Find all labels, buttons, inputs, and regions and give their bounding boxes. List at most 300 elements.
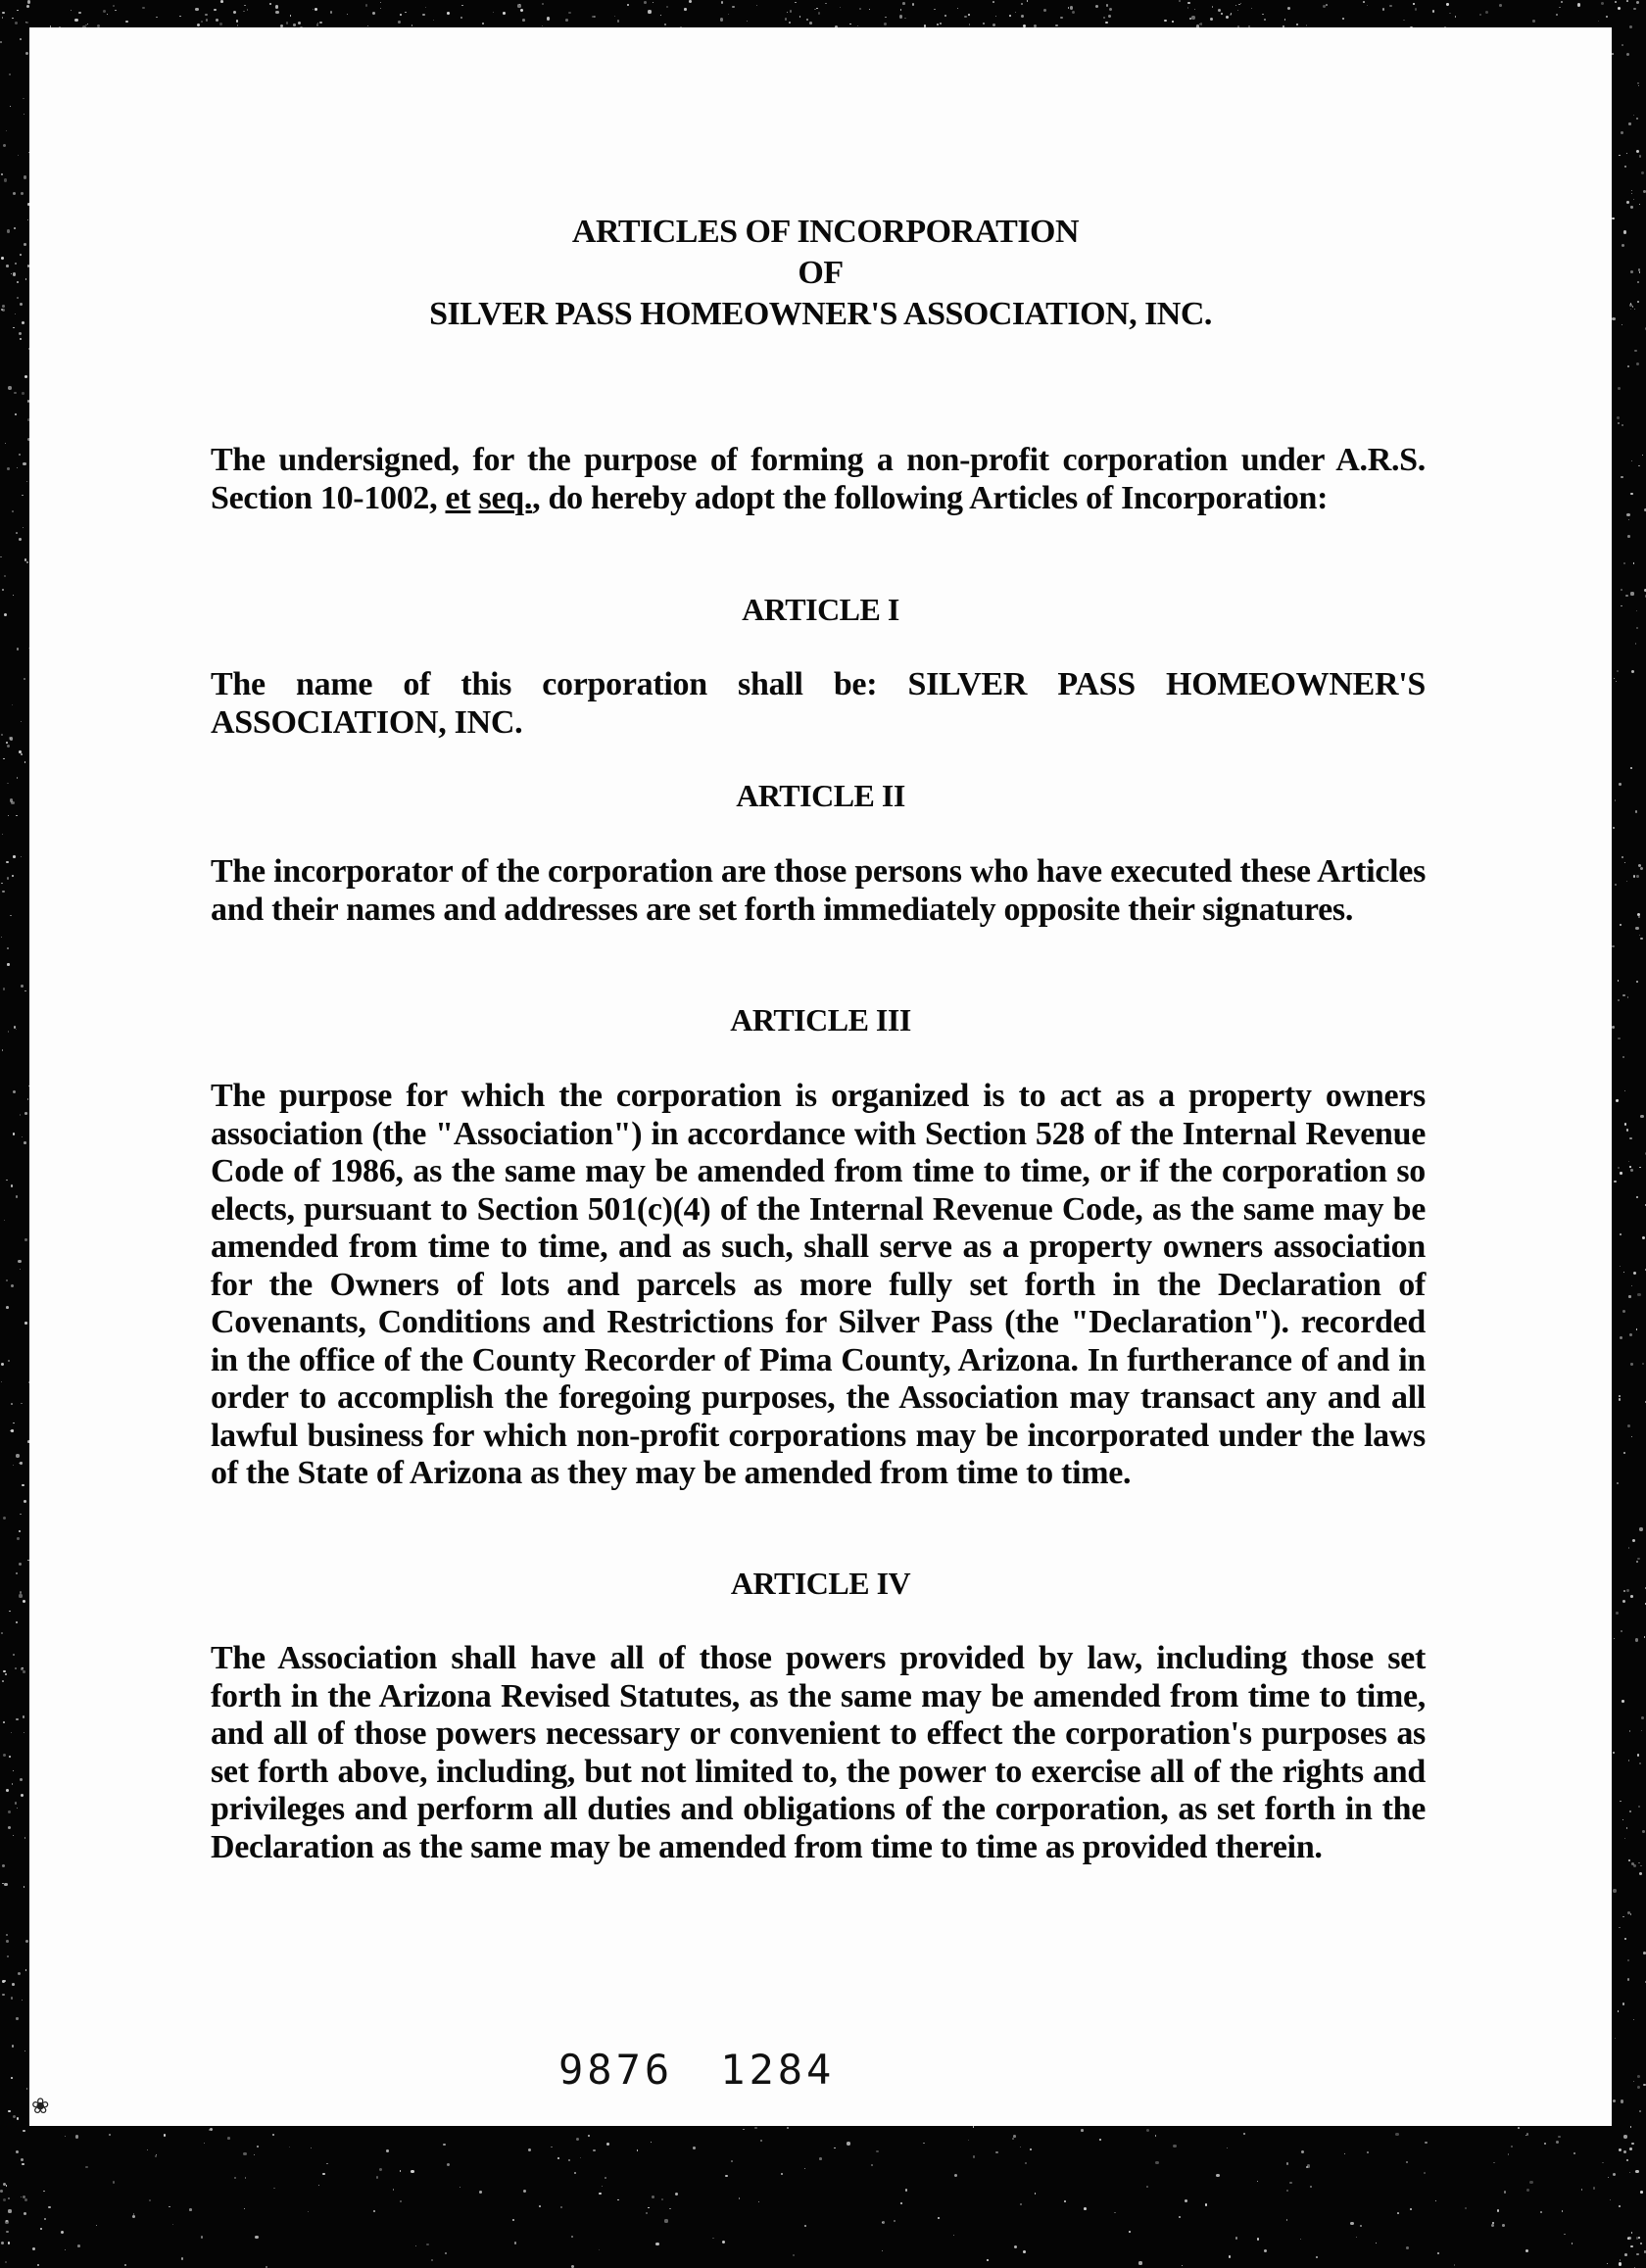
scan-speck	[3, 1670, 5, 1672]
scan-speck	[787, 2127, 789, 2129]
scan-speck	[1613, 827, 1615, 829]
scan-speck	[995, 2151, 997, 2153]
scan-speck	[1631, 1285, 1632, 1286]
intro-seq: seq.	[478, 479, 533, 516]
scan-speck	[206, 19, 209, 22]
scan-speck	[6, 1940, 9, 1943]
scan-speck	[602, 2186, 603, 2187]
scan-speck	[1286, 2219, 1287, 2220]
scan-speck	[1556, 14, 1558, 16]
scan-speck	[13, 192, 16, 195]
scan-speck	[1613, 1889, 1616, 1892]
scan-speck	[1639, 204, 1640, 205]
scan-speck	[1210, 18, 1213, 21]
scan-speck	[1639, 2110, 1641, 2112]
scan-speck	[8, 386, 11, 389]
scan-speck	[834, 2147, 836, 2149]
scan-speck	[1630, 1169, 1633, 1172]
scan-speck	[1637, 1293, 1640, 1296]
scan-speck	[275, 11, 278, 14]
scan-speck	[1636, 1, 1639, 4]
scan-speck	[319, 22, 321, 24]
scan-speck	[818, 12, 820, 14]
scan-speck	[6, 1279, 8, 1281]
scan-speck	[1013, 2135, 1016, 2138]
scan-speck	[2, 834, 3, 835]
scan-speck	[1629, 2172, 1631, 2174]
scan-speck	[1009, 15, 1011, 17]
scan-speck	[1626, 1589, 1629, 1592]
scan-speck	[944, 15, 946, 17]
title-line-3: SILVER PASS HOMEOWNER'S ASSOCIATION, INC.	[429, 296, 1212, 332]
scan-speck	[1620, 1801, 1621, 1802]
scan-speck	[1644, 1636, 1646, 1638]
scan-speck	[16, 532, 18, 534]
scan-speck	[747, 21, 748, 22]
scan-speck	[599, 2193, 602, 2196]
scan-speck	[1179, 0, 1181, 2]
scan-speck	[1300, 2239, 1301, 2240]
scan-speck	[11, 273, 12, 274]
scan-speck	[308, 2211, 309, 2212]
scan-speck	[1612, 317, 1615, 320]
title-line-2: OF	[798, 255, 844, 291]
scan-speck	[11, 1997, 14, 2000]
scan-speck	[1631, 2232, 1633, 2234]
scan-speck	[311, 2147, 312, 2148]
scan-speck	[1284, 19, 1286, 21]
scan-speck	[245, 2177, 247, 2179]
scan-speck	[3, 1721, 5, 1723]
scan-speck	[1173, 2145, 1176, 2147]
scan-speck	[43, 2191, 45, 2193]
scan-speck	[1639, 1167, 1640, 1168]
scan-speck	[16, 1195, 19, 1198]
scan-speck	[1350, 2222, 1353, 2225]
scan-speck	[12, 1983, 15, 1986]
scan-speck	[1623, 2150, 1626, 2153]
scan-speck	[1615, 884, 1617, 886]
scan-speck	[164, 2134, 167, 2137]
scan-speck	[12, 704, 13, 705]
scan-speck	[1640, 2191, 1643, 2194]
scan-speck	[40, 2228, 42, 2230]
scan-speck	[15, 263, 17, 265]
scan-speck	[1632, 306, 1634, 308]
scan-speck	[804, 2225, 806, 2227]
scan-speck	[661, 2198, 663, 2200]
scan-speck	[1628, 1161, 1629, 1162]
scan-speck	[74, 19, 77, 22]
scan-speck	[627, 4, 629, 6]
scan-speck	[606, 2143, 609, 2146]
scan-speck	[1626, 881, 1627, 882]
scan-speck	[1194, 9, 1195, 10]
scan-speck	[20, 303, 23, 306]
scan-speck	[1640, 2243, 1642, 2244]
scan-speck	[1306, 24, 1308, 26]
scan-speck	[1629, 1166, 1631, 1168]
scan-speck	[2, 891, 4, 893]
scan-speck	[18, 155, 20, 157]
scan-speck	[983, 23, 985, 24]
scan-speck	[1622, 244, 1624, 247]
scan-speck	[1221, 13, 1223, 15]
scan-speck	[1109, 8, 1112, 11]
scan-speck	[210, 2128, 213, 2131]
scan-speck	[1465, 2207, 1467, 2209]
scan-speck	[669, 2208, 671, 2210]
article-1-text: The name of this corporation shall be: SILVER PASS HOMEOWNER'S ASSOCIATION, INC.	[211, 666, 1426, 741]
scan-speck	[1639, 155, 1641, 157]
scan-speck	[1631, 190, 1632, 191]
scan-speck	[1617, 670, 1619, 672]
scan-speck	[1617, 1482, 1619, 1484]
scan-speck	[664, 24, 666, 25]
scan-speck	[576, 2138, 579, 2141]
scan-speck	[23, 98, 24, 99]
scan-speck	[48, 2206, 51, 2209]
scan-speck	[904, 18, 905, 19]
scan-speck	[1, 1363, 4, 1366]
scan-speck	[594, 16, 597, 19]
scan-speck	[1623, 230, 1626, 233]
scan-speck	[528, 2148, 531, 2151]
scan-speck	[1095, 5, 1098, 8]
scan-speck	[21, 192, 24, 195]
scan-speck	[8, 2197, 10, 2199]
scan-speck	[27, 0, 30, 3]
scan-speck	[1633, 875, 1635, 877]
scan-speck	[1635, 2170, 1638, 2173]
scan-speck	[425, 7, 426, 8]
scan-speck	[1623, 562, 1625, 564]
scan-speck	[760, 2140, 762, 2142]
scan-speck	[18, 1972, 21, 1975]
scan-speck	[912, 3, 915, 6]
scan-speck	[1618, 422, 1620, 424]
scan-speck	[1624, 862, 1625, 863]
scan-speck	[1638, 85, 1640, 87]
scan-speck	[11, 801, 14, 804]
scan-speck	[107, 14, 108, 15]
scan-speck	[365, 4, 367, 6]
scan-speck	[195, 8, 198, 11]
scan-speck	[1240, 3, 1241, 4]
scan-speck	[884, 23, 887, 25]
scan-speck	[1382, 8, 1385, 11]
scan-speck	[1155, 2161, 1158, 2164]
scan-speck	[1626, 2159, 1628, 2161]
intro-text-part1: The undersigned, for the purpose of forming a non-profit corporation under A.R.S. Section 10-1002,	[211, 442, 1426, 516]
scan-speck	[24, 558, 26, 560]
scan-speck	[22, 495, 23, 496]
scan-speck	[666, 6, 668, 8]
scan-speck	[17, 1537, 20, 1540]
scan-speck	[617, 20, 619, 22]
scan-speck	[27, 219, 29, 221]
scan-speck	[44, 2218, 46, 2220]
scan-speck	[1636, 1561, 1638, 1563]
scan-speck	[992, 24, 995, 26]
scan-speck	[1618, 980, 1620, 982]
scan-speck	[11, 1284, 14, 1287]
scan-speck	[6, 1934, 8, 1936]
scan-speck	[1581, 2189, 1582, 2190]
scan-speck	[1103, 17, 1105, 19]
scan-speck	[243, 2152, 246, 2155]
scan-speck	[1185, 2199, 1187, 2202]
scan-speck	[447, 12, 450, 15]
scan-speck	[132, 2215, 135, 2218]
scan-speck	[17, 1808, 18, 1809]
scan-speck	[1620, 1172, 1622, 1174]
scan-speck	[4, 1220, 5, 1221]
scan-speck	[13, 1835, 15, 1837]
scan-speck	[689, 0, 691, 2]
scan-speck	[17, 10, 19, 12]
scan-speck	[22, 392, 24, 395]
scan-speck	[244, 5, 246, 7]
scan-speck	[1623, 2135, 1626, 2138]
scan-speck	[18, 1260, 21, 1263]
scan-speck	[1, 257, 4, 260]
scan-speck	[1618, 1167, 1620, 1169]
scan-speck	[103, 10, 106, 13]
scan-speck	[1636, 118, 1638, 120]
scan-speck	[4, 613, 7, 616]
scan-speck	[646, 2212, 648, 2214]
scan-speck	[1187, 7, 1188, 8]
scan-speck	[61, 2231, 64, 2234]
scan-speck	[1631, 460, 1632, 461]
scan-speck	[172, 2224, 173, 2225]
scan-speck	[574, 2172, 576, 2174]
scan-speck	[1618, 387, 1621, 390]
scan-speck	[9, 737, 11, 739]
scan-speck	[1617, 416, 1620, 419]
scan-speck	[26, 5, 29, 8]
scan-speck	[272, 2134, 274, 2136]
scan-speck	[20, 1778, 23, 1781]
scan-speck	[1637, 301, 1639, 303]
scan-speck	[1630, 1913, 1632, 1915]
scan-speck	[9, 1756, 11, 1758]
scan-speck	[1205, 2203, 1207, 2205]
scan-speck	[1635, 1638, 1638, 1641]
scan-speck	[7, 947, 9, 949]
scan-speck	[23, 1600, 25, 1603]
scan-speck	[10, 915, 11, 916]
scan-speck	[614, 16, 615, 17]
scan-speck	[869, 9, 870, 10]
scan-speck	[216, 19, 218, 22]
scan-speck	[431, 2259, 432, 2260]
scan-speck	[1627, 996, 1629, 998]
scan-speck	[233, 11, 236, 14]
scan-speck	[367, 25, 368, 26]
scan-speck	[1342, 18, 1344, 20]
scan-speck	[236, 20, 238, 22]
scan-speck	[1624, 1938, 1626, 1940]
scan-speck	[712, 2238, 714, 2240]
scan-speck	[20, 254, 22, 256]
document-title	[29, 212, 1612, 335]
scan-speck	[1614, 678, 1615, 679]
scan-speck	[1622, 1916, 1624, 1918]
scan-speck	[1639, 271, 1641, 273]
scan-speck	[648, 10, 651, 13]
scan-speck	[8, 1360, 10, 1362]
scan-speck	[1216, 2174, 1219, 2177]
scan-speck	[728, 14, 729, 15]
scan-speck	[1030, 2148, 1032, 2150]
scan-speck	[1628, 519, 1629, 520]
scan-speck	[293, 24, 295, 25]
scan-speck	[1642, 1830, 1645, 1833]
scan-speck	[21, 721, 22, 722]
scan-speck	[1619, 2205, 1621, 2207]
scan-speck	[15, 22, 18, 24]
scan-speck	[1630, 309, 1631, 310]
scan-speck	[243, 11, 244, 12]
scan-speck	[1635, 927, 1638, 930]
scan-speck	[26, 2088, 27, 2089]
scan-speck	[27, 1098, 28, 1099]
scan-speck	[1627, 2237, 1630, 2240]
scan-speck	[637, 2149, 638, 2150]
scan-speck	[125, 21, 127, 23]
scan-speck	[19, 1530, 21, 1532]
scan-speck	[1629, 1333, 1632, 1336]
scan-speck	[426, 2244, 429, 2246]
scan-speck	[1630, 1595, 1633, 1598]
scan-speck	[20, 1269, 22, 1271]
scan-speck	[113, 2181, 115, 2183]
scan-speck	[1615, 1, 1617, 3]
scan-speck	[411, 2170, 413, 2173]
scan-speck	[1, 1381, 2, 1382]
scan-speck	[1, 309, 3, 311]
scan-speck	[1612, 1026, 1615, 1029]
scan-speck	[1621, 589, 1622, 591]
scan-speck	[24, 1500, 26, 1503]
scan-speck	[1608, 2177, 1609, 2178]
scan-speck	[1106, 4, 1108, 6]
scan-speck	[1638, 2237, 1640, 2239]
scan-speck	[14, 1026, 17, 1029]
scan-speck	[1633, 1864, 1636, 1867]
scan-speck	[1637, 82, 1640, 85]
scan-speck	[1243, 2133, 1245, 2135]
scan-speck	[20, 1462, 22, 1464]
scan-speck	[1237, 10, 1238, 11]
scan-speck	[1306, 2166, 1308, 2168]
scan-speck	[1027, 0, 1028, 1]
scan-speck	[37, 2264, 39, 2266]
scan-speck	[1395, 2133, 1398, 2136]
scan-speck	[968, 14, 970, 16]
scan-speck	[995, 16, 996, 17]
scan-speck	[859, 8, 861, 10]
scan-speck	[379, 2168, 382, 2171]
scan-speck	[20, 1514, 21, 1515]
scan-speck	[8, 1810, 11, 1813]
scan-speck	[1637, 1754, 1639, 1756]
scan-speck	[1607, 2263, 1608, 2264]
scan-speck	[1637, 2075, 1640, 2078]
scan-speck	[1518, 2127, 1520, 2129]
scan-speck	[512, 2219, 514, 2221]
scan-speck	[1636, 610, 1637, 611]
scan-speck	[0, 41, 1, 42]
scan-speck	[1316, 2256, 1319, 2259]
scan-speck	[330, 11, 333, 14]
scan-speck	[1129, 2231, 1131, 2233]
scan-speck	[539, 2205, 541, 2207]
scan-speck	[2, 1883, 3, 1884]
scan-speck	[722, 2241, 725, 2244]
scan-speck	[13, 1465, 14, 1466]
scan-speck	[1025, 2162, 1027, 2164]
scan-speck	[22, 321, 24, 324]
scan-speck	[482, 23, 484, 24]
scan-speck	[644, 1, 647, 4]
scan-speck	[6, 1306, 9, 1309]
scan-speck	[1301, 2150, 1304, 2153]
scan-speck	[201, 2236, 203, 2238]
scan-speck	[12, 18, 14, 20]
scan-speck	[1627, 1959, 1629, 1961]
scan-speck	[1435, 2200, 1437, 2202]
scan-speck	[1454, 2264, 1455, 2265]
scan-speck	[4, 1883, 7, 1886]
scan-speck	[1262, 14, 1264, 16]
scan-speck	[2, 12, 4, 14]
scan-speck	[1621, 1630, 1622, 1632]
scan-speck	[269, 3, 271, 5]
scan-speck	[255, 2236, 258, 2239]
scan-speck	[16, 1454, 19, 1457]
scan-speck	[1630, 592, 1633, 595]
scan-speck	[1389, 5, 1392, 8]
scan-speck	[17, 777, 18, 778]
scan-speck	[648, 2207, 650, 2209]
scan-speck	[1642, 455, 1643, 456]
scan-speck	[804, 2168, 805, 2169]
scan-speck	[754, 2127, 757, 2130]
scan-speck	[96, 2225, 97, 2226]
scan-speck	[617, 2199, 618, 2200]
scan-speck	[565, 19, 568, 22]
scan-speck	[1627, 1424, 1630, 1427]
scan-speck	[24, 761, 25, 762]
scan-speck	[1573, 2152, 1575, 2154]
scan-speck	[1624, 1090, 1625, 1091]
scan-speck	[318, 2185, 319, 2186]
scan-speck	[1638, 1806, 1641, 1809]
scan-speck	[1020, 2203, 1022, 2205]
scan-speck	[479, 2191, 482, 2194]
scan-speck	[1212, 6, 1214, 8]
scan-speck	[9, 1611, 10, 1612]
scan-speck	[16, 1029, 17, 1030]
scan-speck	[1623, 1590, 1625, 1592]
scan-speck	[1544, 2143, 1546, 2145]
scan-speck	[693, 2147, 696, 2149]
scan-speck	[793, 2254, 794, 2255]
scan-speck	[795, 2, 796, 3]
